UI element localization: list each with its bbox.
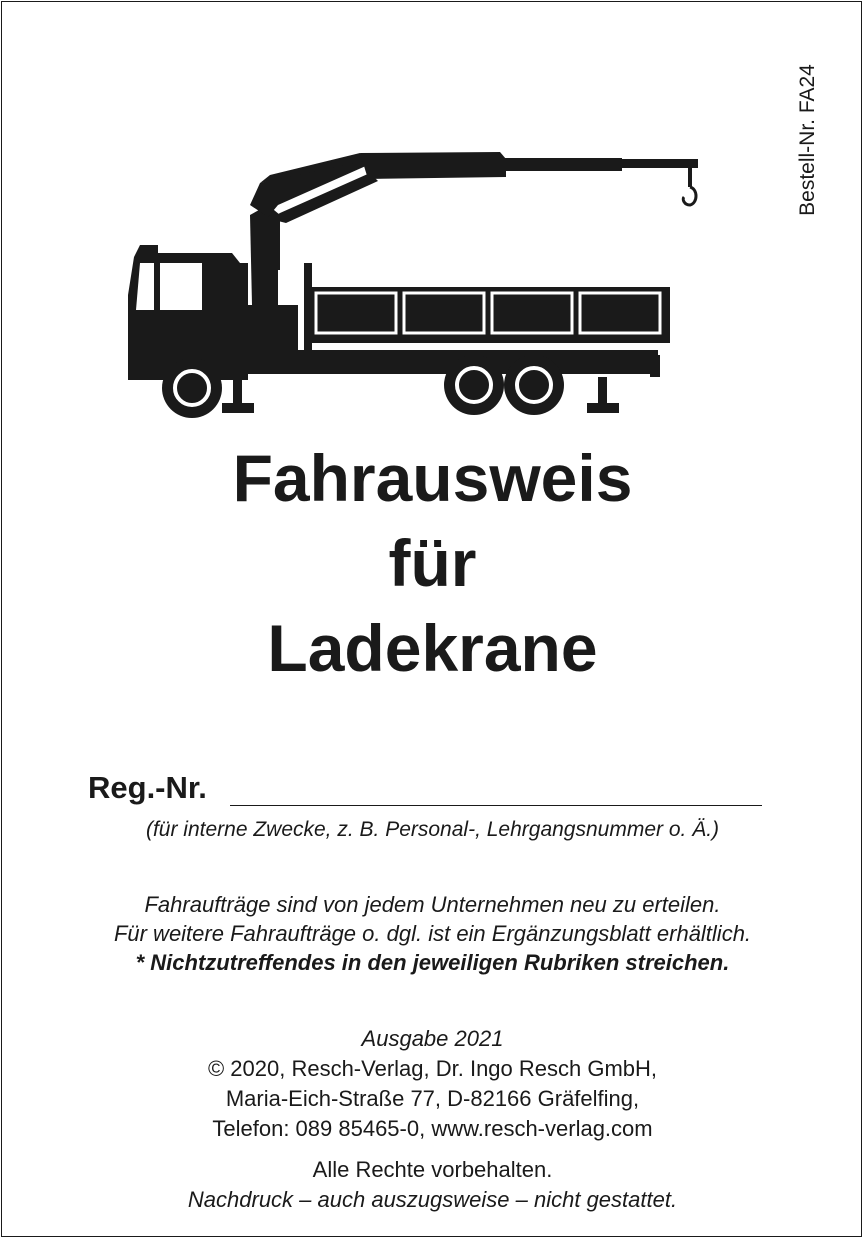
rights-text: Alle Rechte vorbehalten. [312,1157,553,1182]
publisher-footer [0,1024,865,1215]
note-line-2: Für weitere Fahraufträge o. dgl. ist ein Ergänzungsblatt erhältlich. [113,921,752,946]
notes-block [0,890,865,977]
title-line-2: für [388,526,477,600]
order-number: Bestell-Nr. FA24 [796,64,819,216]
title-line-3: Ladekrane [267,611,598,685]
copyright-text: © 2020, Resch-Verlag, Dr. Ingo Resch GmbH, [207,1056,658,1081]
title-line-1: Fahrausweis [232,441,633,515]
reprint-notice: Nachdruck – auch auszugsweise – nicht gestattet. [187,1187,678,1212]
reg-number-hint: (für interne Zwecke, z. B. Personal-, Lehrgangsnummer o. Ä.) [145,818,720,841]
reg-number-label: Reg.-Nr. [88,770,207,805]
note-line-1: Fahraufträge sind von jedem Unternehmen neu zu erteilen. [144,892,721,917]
contact-text: Telefon: 089 85465-0, www.resch-verlag.com [212,1116,653,1141]
address-text: Maria-Eich-Straße 77, D-82166 Gräfelfing, [225,1086,640,1111]
reg-number-field[interactable] [230,805,762,806]
loading-crane-truck-icon [120,145,705,425]
note-line-3: * Nichtzutreffendes in den jeweiligen Rubriken streichen. [135,950,730,975]
edition-text: Ausgabe 2021 [361,1026,504,1051]
